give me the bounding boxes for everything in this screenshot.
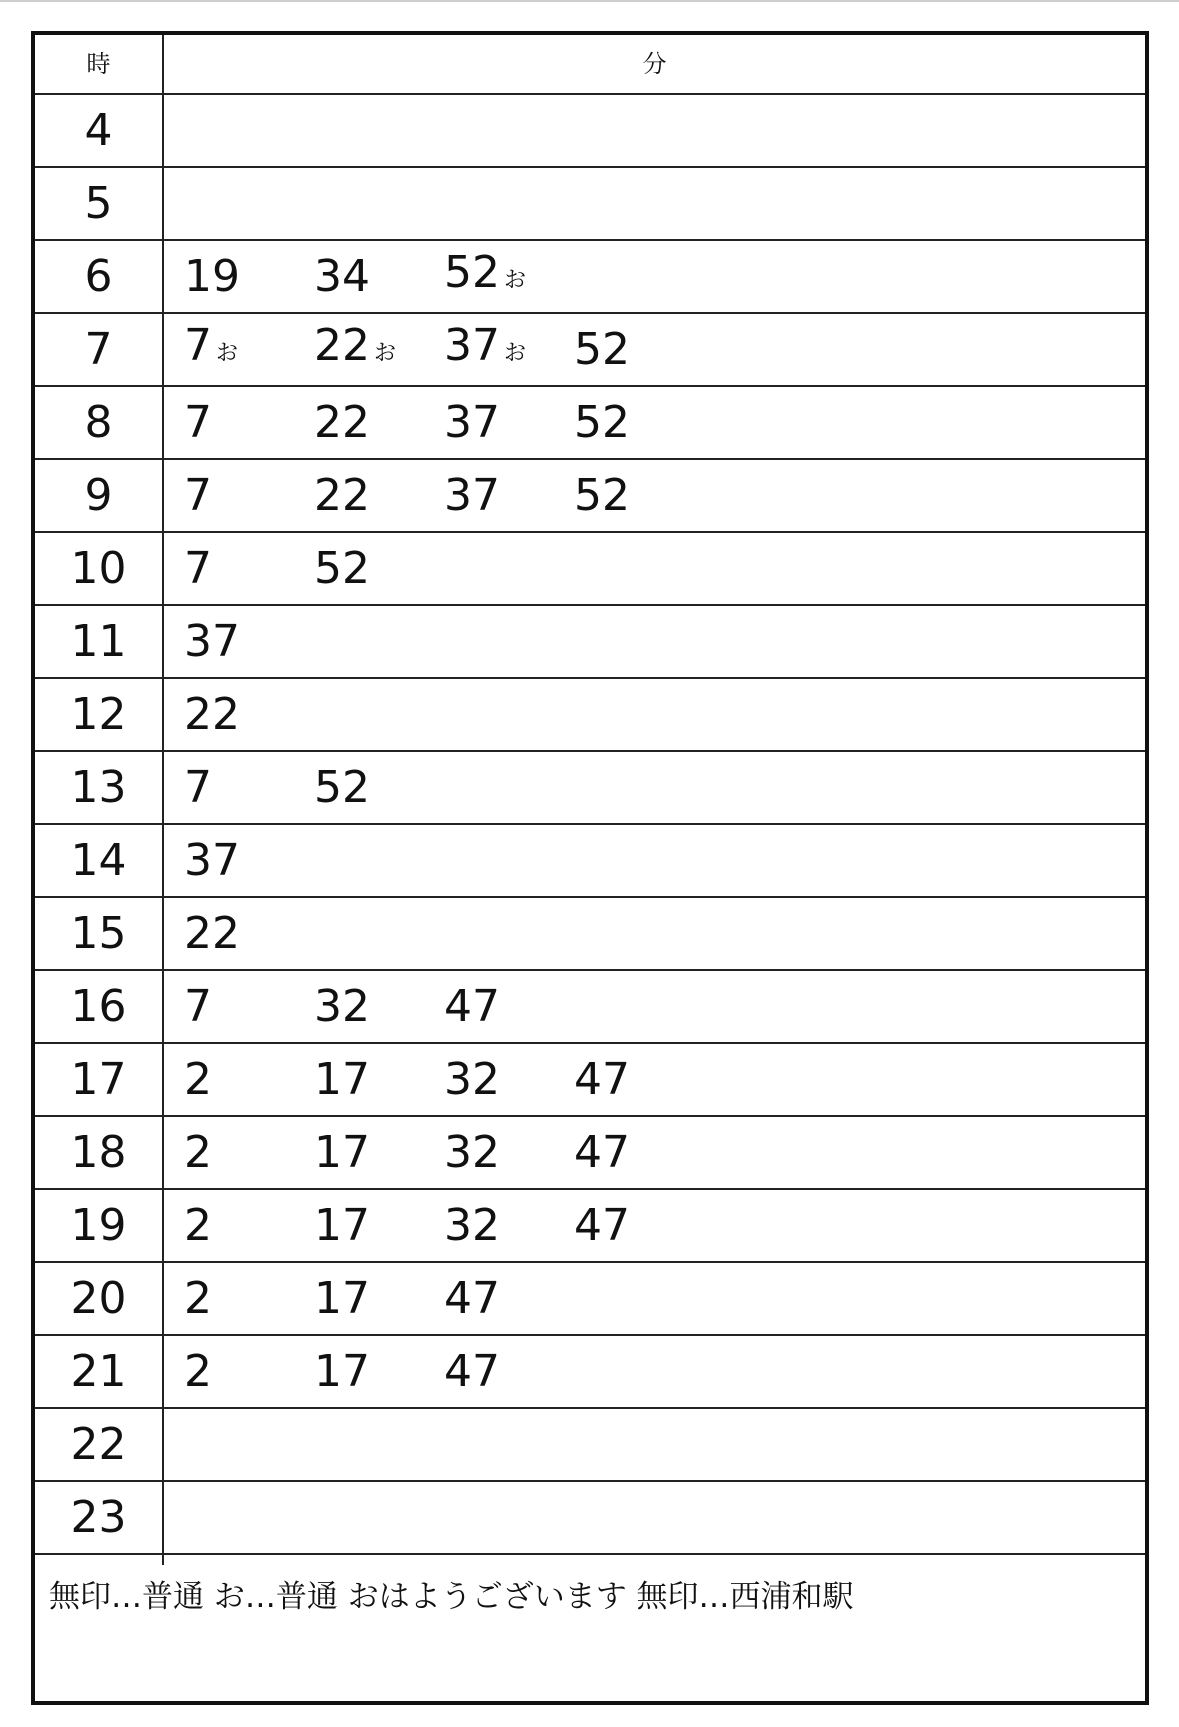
hour-cell: 7 [84,324,113,375]
hour-cell: 20 [70,1273,127,1324]
minutes-cell [164,752,424,823]
minute-value: 37 [444,470,500,521]
minutes-cell [164,1190,684,1261]
departure-minute [424,1044,554,1115]
minutes-cell [164,460,684,531]
timetable [31,31,1149,1705]
minute-value: 7 [184,320,212,371]
departure-minute [554,314,684,385]
hour-cell: 16 [70,981,127,1032]
departure-minute [554,387,684,458]
departure-minute [424,387,554,458]
minutes-cell [164,971,554,1042]
minutes-cell [164,1263,554,1334]
minute-value: 32 [444,1200,500,1251]
hour-cell: 11 [70,616,127,667]
minute-value: 37 [444,397,500,448]
minute-value: 17 [314,1273,370,1324]
minute-value: 17 [314,1127,370,1178]
minutes-cell [164,241,554,312]
departure-minute [294,752,424,823]
minutes-cell [164,825,294,896]
minute-value: 47 [574,1054,630,1105]
minute-value: 2 [184,1054,212,1105]
departure-minute [164,825,294,896]
departure-minute [294,971,424,1042]
hour-cell: 15 [70,908,127,959]
departure-minute [424,1117,554,1188]
hour-cell: 19 [70,1200,127,1251]
hour-cell: 14 [70,835,127,886]
train-type-mark: お [216,341,239,366]
table-row [35,1190,1145,1263]
departure-minute [164,1117,294,1188]
minute-value: 7 [184,470,212,521]
table-row [35,460,1145,533]
departure-minute [424,1263,554,1334]
minute-value: 32 [444,1054,500,1105]
departure-minute [294,1190,424,1261]
minute-value: 32 [444,1127,500,1178]
departure-minute [164,971,294,1042]
timetable-rows [35,95,1145,1555]
table-row [35,533,1145,606]
table-row [35,1263,1145,1336]
minutes-cell [164,1117,684,1188]
minute-value: 52 [574,397,630,448]
minute-value: 22 [184,689,240,740]
table-row [35,1482,1145,1555]
minutes-cell [164,898,294,969]
departure-minute [164,679,294,750]
table-row [35,314,1145,387]
minute-value: 22 [314,397,370,448]
minute-value: 2 [184,1127,212,1178]
hour-cell: 12 [70,689,127,740]
minute-value: 2 [184,1273,212,1324]
hour-cell: 13 [70,762,127,813]
train-type-mark: お [504,341,527,366]
departure-minute [164,1336,294,1407]
minutes-cell [164,1336,554,1407]
hour-cell: 4 [84,105,113,156]
departure-minute [554,460,684,531]
minute-value: 52 [444,247,500,298]
departure-minute [294,1117,424,1188]
hour-cell: 22 [70,1419,127,1470]
table-row [35,241,1145,314]
departure-minute [164,1044,294,1115]
table-row [35,898,1145,971]
departure-minute [424,1336,554,1407]
departure-minute [164,460,294,531]
train-type-mark: お [504,268,527,293]
hour-cell: 17 [70,1054,127,1105]
minute-value: 7 [184,762,212,813]
minute-value: 52 [314,543,370,594]
minute-value: 7 [184,543,212,594]
minutes-cell [164,679,294,750]
hour-cell: 8 [84,397,113,448]
departure-minute [294,310,424,389]
departure-minute [294,1336,424,1407]
departure-minute [294,460,424,531]
minute-column-header: 分 [642,50,667,78]
table-row [35,387,1145,460]
departure-minute [424,310,554,389]
table-row [35,1409,1145,1482]
departure-minute [164,1263,294,1334]
table-row [35,168,1145,241]
minute-value: 19 [184,251,240,302]
train-type-mark: お [374,341,397,366]
departure-minute [554,1190,684,1261]
departure-minute [164,606,294,677]
minute-value: 34 [314,251,370,302]
minute-value: 47 [574,1127,630,1178]
minute-value: 17 [314,1200,370,1251]
top-rule [0,0,1179,2]
departure-minute [164,898,294,969]
table-row [35,1044,1145,1117]
departure-minute [424,971,554,1042]
minute-value: 47 [444,981,500,1032]
minute-value: 47 [574,1200,630,1251]
minute-value: 7 [184,981,212,1032]
departure-minute [554,1117,684,1188]
table-row [35,825,1145,898]
departure-minute [164,752,294,823]
minute-value: 52 [574,324,630,375]
minute-value: 37 [444,320,500,371]
minute-value: 22 [314,320,370,371]
departure-minute [294,1044,424,1115]
hour-cell: 23 [70,1492,127,1543]
table-row [35,95,1145,168]
departure-minute [294,533,424,604]
departure-minute [294,1263,424,1334]
table-row [35,1117,1145,1190]
table-row [35,752,1145,825]
header-row [35,35,1145,95]
departure-minute [294,387,424,458]
minutes-cell [164,314,684,385]
minute-value: 7 [184,397,212,448]
hour-column-header: 時 [86,50,111,78]
hour-cell: 5 [84,178,113,229]
minute-value: 22 [314,470,370,521]
departure-minute [164,310,294,389]
departure-minute [554,1044,684,1115]
minute-value: 52 [314,762,370,813]
minutes-cell [164,1044,684,1115]
departure-minute [164,387,294,458]
table-row [35,679,1145,752]
minute-value: 52 [574,470,630,521]
minute-value: 17 [314,1346,370,1397]
minutes-cell [164,606,294,677]
minute-value: 2 [184,1346,212,1397]
departure-minute [424,237,554,316]
minute-value: 47 [444,1273,500,1324]
minutes-cell [164,387,684,458]
minute-value: 47 [444,1346,500,1397]
departure-minute [424,1190,554,1261]
departure-minute [164,1190,294,1261]
hour-cell: 6 [84,251,113,302]
minute-value: 22 [184,908,240,959]
minute-value: 2 [184,1200,212,1251]
minute-value: 37 [184,835,240,886]
table-row [35,971,1145,1044]
departure-minute [424,460,554,531]
table-row [35,1336,1145,1409]
hour-cell: 10 [70,543,127,594]
hour-cell: 18 [70,1127,127,1178]
minutes-cell [164,533,424,604]
minute-value: 32 [314,981,370,1032]
minute-value: 17 [314,1054,370,1105]
hour-cell: 21 [70,1346,127,1397]
departure-minute [294,241,424,312]
departure-minute [164,241,294,312]
legend-note: 無印…普通 お…普通 おはようございます 無印…西浦和駅 [49,1579,854,1615]
table-row [35,606,1145,679]
hour-cell: 9 [84,470,113,521]
minute-value: 37 [184,616,240,667]
departure-minute [164,533,294,604]
